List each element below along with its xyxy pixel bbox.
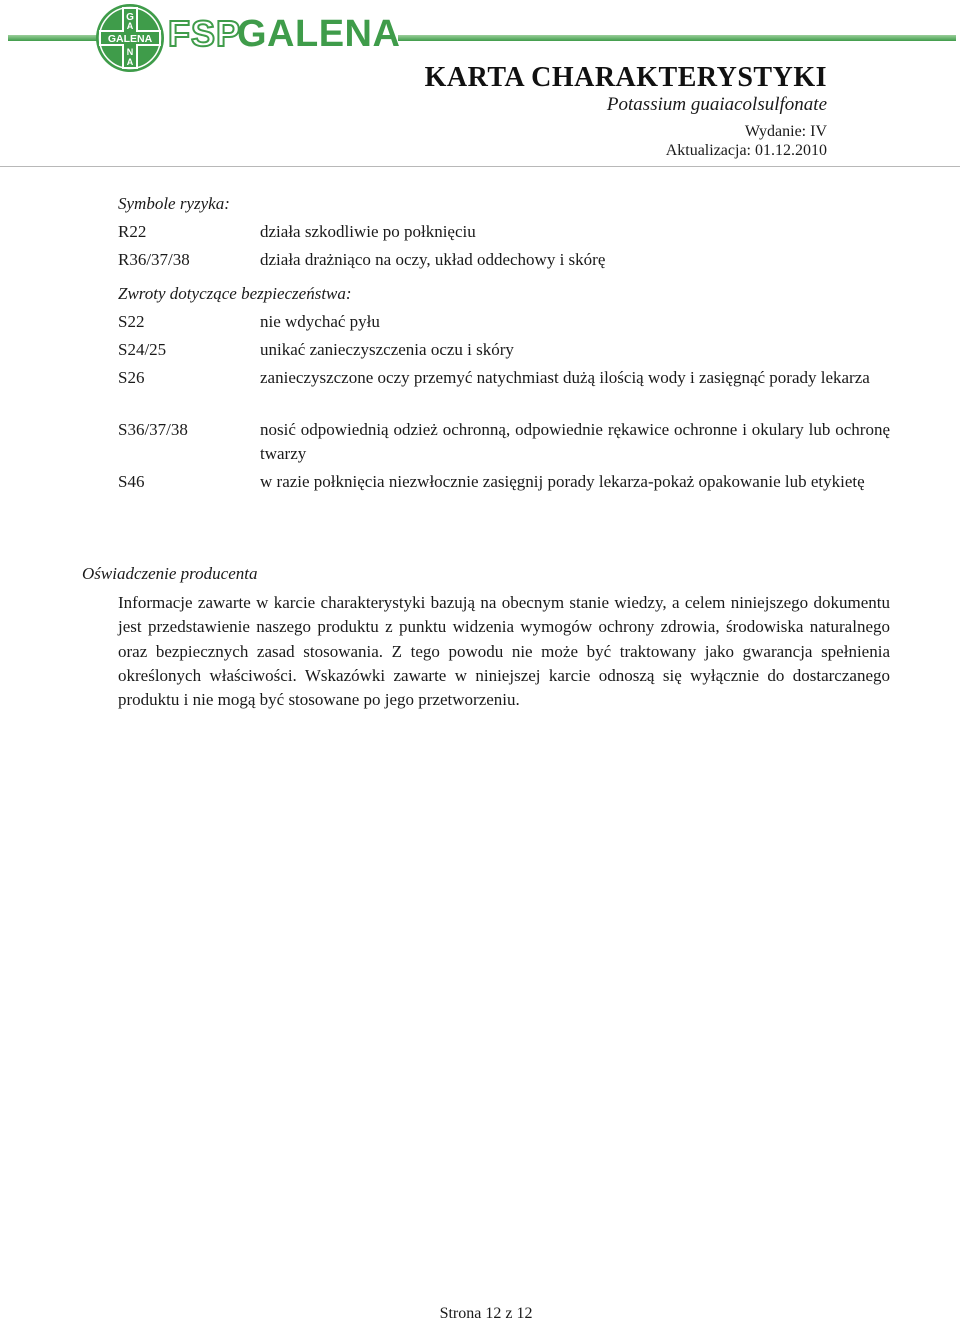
svg-text:G: G <box>126 12 134 23</box>
risk-section-title: Symbole ryzyka: <box>118 194 230 213</box>
header-stripe-left <box>8 35 100 41</box>
document-subtitle: Potassium guaiacolsulfonate <box>606 94 827 115</box>
safety-code: S26 <box>118 368 145 387</box>
statement-paragraph: Informacje zawarte w karcie charakterystyki bazują na obecnym stanie wiedzy, a celem niniejszego dokumentu jest przedstawienie naszego produktu z punktu widzenia wymogów ochrony zdrowia, środowiska naturalnego oraz bezpiecznych zasad stosowania. Z tego powodu nie może być traktowany jako gwarancja spełnienia określonych właściwości. Wskazówki zawarte w niniejszej karcie odnoszą się wyłącznie do dostarczanego produktu i nie mogą być stosowane po jego przetworzeniu. <box>118 593 890 710</box>
document-title: KARTA CHARAKTERYSTYKI <box>424 62 827 93</box>
page-number: Strona 12 z 12 <box>439 1305 533 1322</box>
galena-emblem-logo <box>95 3 165 73</box>
svg-text:GALENA: GALENA <box>107 33 153 45</box>
svg-text:N: N <box>126 47 134 57</box>
statement-section-title: Oświadczenie producenta <box>82 564 258 583</box>
safety-code: S36/37/38 <box>118 420 188 439</box>
safety-section-title: Zwroty dotyczące bezpieczeństwa: <box>118 284 352 303</box>
logo-fsp-text: FSP <box>168 13 242 54</box>
risk-code: R36/37/38 <box>118 250 190 269</box>
safety-description: unikać zanieczyszczenia oczu i skóry <box>260 340 514 359</box>
risk-code: R22 <box>118 222 147 241</box>
safety-description: w razie połknięcia niezwłocznie zasięgnij porady lekarza-pokaż opakowanie lub etykietę <box>260 472 865 491</box>
document-edition: Wydanie: IV <box>744 123 827 140</box>
header-stripe-right <box>398 35 956 41</box>
document-update-date: Aktualizacja: 01.12.2010 <box>665 142 827 159</box>
svg-text:A: A <box>126 21 134 31</box>
risk-description: działa drażniąco na oczy, układ oddechowy i skórę <box>260 250 606 269</box>
safety-description: nosić odpowiednią odzież ochronną, odpowiednie rękawice ochronne i okulary lub ochronę twarzy <box>260 420 890 463</box>
header-divider <box>0 166 960 167</box>
safety-description: nie wdychać pyłu <box>260 312 380 331</box>
safety-description: zanieczyszczone oczy przemyć natychmiast dużą ilością wody i zasięgnąć porady lekarza <box>260 368 870 387</box>
safety-code: S46 <box>118 472 145 491</box>
risk-description: działa szkodliwie po połknięciu <box>260 222 476 241</box>
logo-galena-text: GALENA <box>237 13 401 55</box>
safety-code: S24/25 <box>118 340 167 359</box>
svg-text:A: A <box>126 57 134 67</box>
safety-code: S22 <box>118 312 145 331</box>
